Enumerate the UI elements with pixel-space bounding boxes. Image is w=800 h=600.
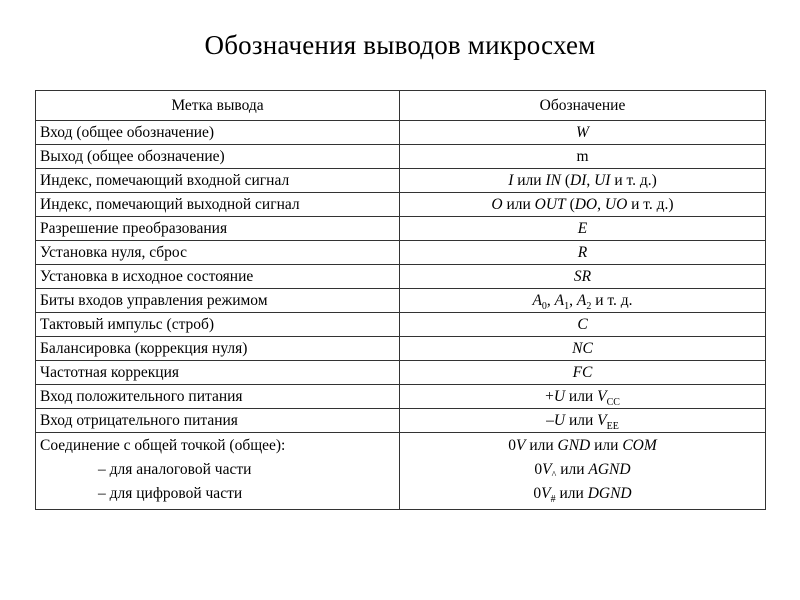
row-label: Тактовый импульс (строб) bbox=[36, 313, 400, 337]
table-row bbox=[36, 241, 766, 265]
row-symbol: SR bbox=[400, 265, 766, 289]
ground-analog-symbol-text: $0V_{\^{}}$ или AGND bbox=[534, 461, 631, 481]
table-row bbox=[36, 289, 766, 313]
ground-digital-symbol bbox=[404, 482, 761, 506]
row-symbol bbox=[400, 193, 766, 217]
row-symbol-text: $A_0$, $A_1$, $A_2$ и т. д. bbox=[532, 292, 633, 312]
row-label: Частотная коррекция bbox=[36, 361, 400, 385]
row-label bbox=[36, 433, 400, 510]
row-label: Установка в исходное состояние bbox=[36, 265, 400, 289]
ground-digital-symbol-text: $0V_{\#}$ или DGND bbox=[533, 485, 632, 505]
row-symbol bbox=[400, 385, 766, 409]
ground-symbol bbox=[404, 434, 761, 458]
row-label: Индекс, помечающий входной сигнал bbox=[36, 169, 400, 193]
row-label: Балансировка (коррекция нуля) bbox=[36, 337, 400, 361]
row-symbol: W bbox=[400, 121, 766, 145]
ground-symbol-text: 0V или GND или COM bbox=[508, 437, 657, 454]
table-row bbox=[36, 361, 766, 385]
row-symbol: C bbox=[400, 313, 766, 337]
row-symbol-text: O или OUT (DO, UO и т. д.) bbox=[491, 196, 674, 213]
page-title: Обозначения выводов микросхем bbox=[204, 30, 596, 60]
pin-designations-table bbox=[35, 90, 766, 510]
row-label: Индекс, помечающий выходной сигнал bbox=[36, 193, 400, 217]
table-row bbox=[36, 385, 766, 409]
ground-label: Соединение с общей точкой (общее): bbox=[40, 437, 286, 454]
ground-analog-symbol bbox=[404, 458, 761, 482]
row-label: Вход отрицательного питания bbox=[36, 409, 400, 433]
table-row-ground bbox=[36, 433, 766, 510]
ground-digital-label: – для цифровой части bbox=[98, 485, 243, 502]
table-row bbox=[36, 217, 766, 241]
row-symbol: FC bbox=[400, 361, 766, 385]
column-header-label: Метка вывода bbox=[36, 91, 400, 121]
table-row bbox=[36, 265, 766, 289]
table-row bbox=[36, 313, 766, 337]
table-header-row bbox=[36, 91, 766, 121]
table-row bbox=[36, 121, 766, 145]
column-header-symbol: Обозначение bbox=[400, 91, 766, 121]
row-symbol bbox=[400, 433, 766, 510]
row-symbol-text: I или IN (DI, UI и т. д.) bbox=[508, 172, 657, 189]
row-label: Установка нуля, сброс bbox=[36, 241, 400, 265]
row-symbol: NC bbox=[400, 337, 766, 361]
table-row bbox=[36, 193, 766, 217]
row-label: Разрешение преобразования bbox=[36, 217, 400, 241]
table-row bbox=[36, 337, 766, 361]
row-symbol: m bbox=[400, 145, 766, 169]
row-symbol-text: –U или $V_{EE}$ bbox=[546, 412, 619, 432]
row-label: Биты входов управления режимом bbox=[36, 289, 400, 313]
row-symbol bbox=[400, 409, 766, 433]
table-row bbox=[36, 409, 766, 433]
row-symbol: R bbox=[400, 241, 766, 265]
row-symbol: E bbox=[400, 217, 766, 241]
table-row bbox=[36, 145, 766, 169]
row-label: Выход (общее обозначение) bbox=[36, 145, 400, 169]
row-symbol bbox=[400, 289, 766, 313]
table-row bbox=[36, 169, 766, 193]
row-label: Вход (общее обозначение) bbox=[36, 121, 400, 145]
row-symbol bbox=[400, 169, 766, 193]
row-symbol-text: +U или $V_{CC}$ bbox=[545, 388, 620, 408]
row-label: Вход положительного питания bbox=[36, 385, 400, 409]
ground-analog-label: – для аналоговой части bbox=[98, 461, 252, 478]
